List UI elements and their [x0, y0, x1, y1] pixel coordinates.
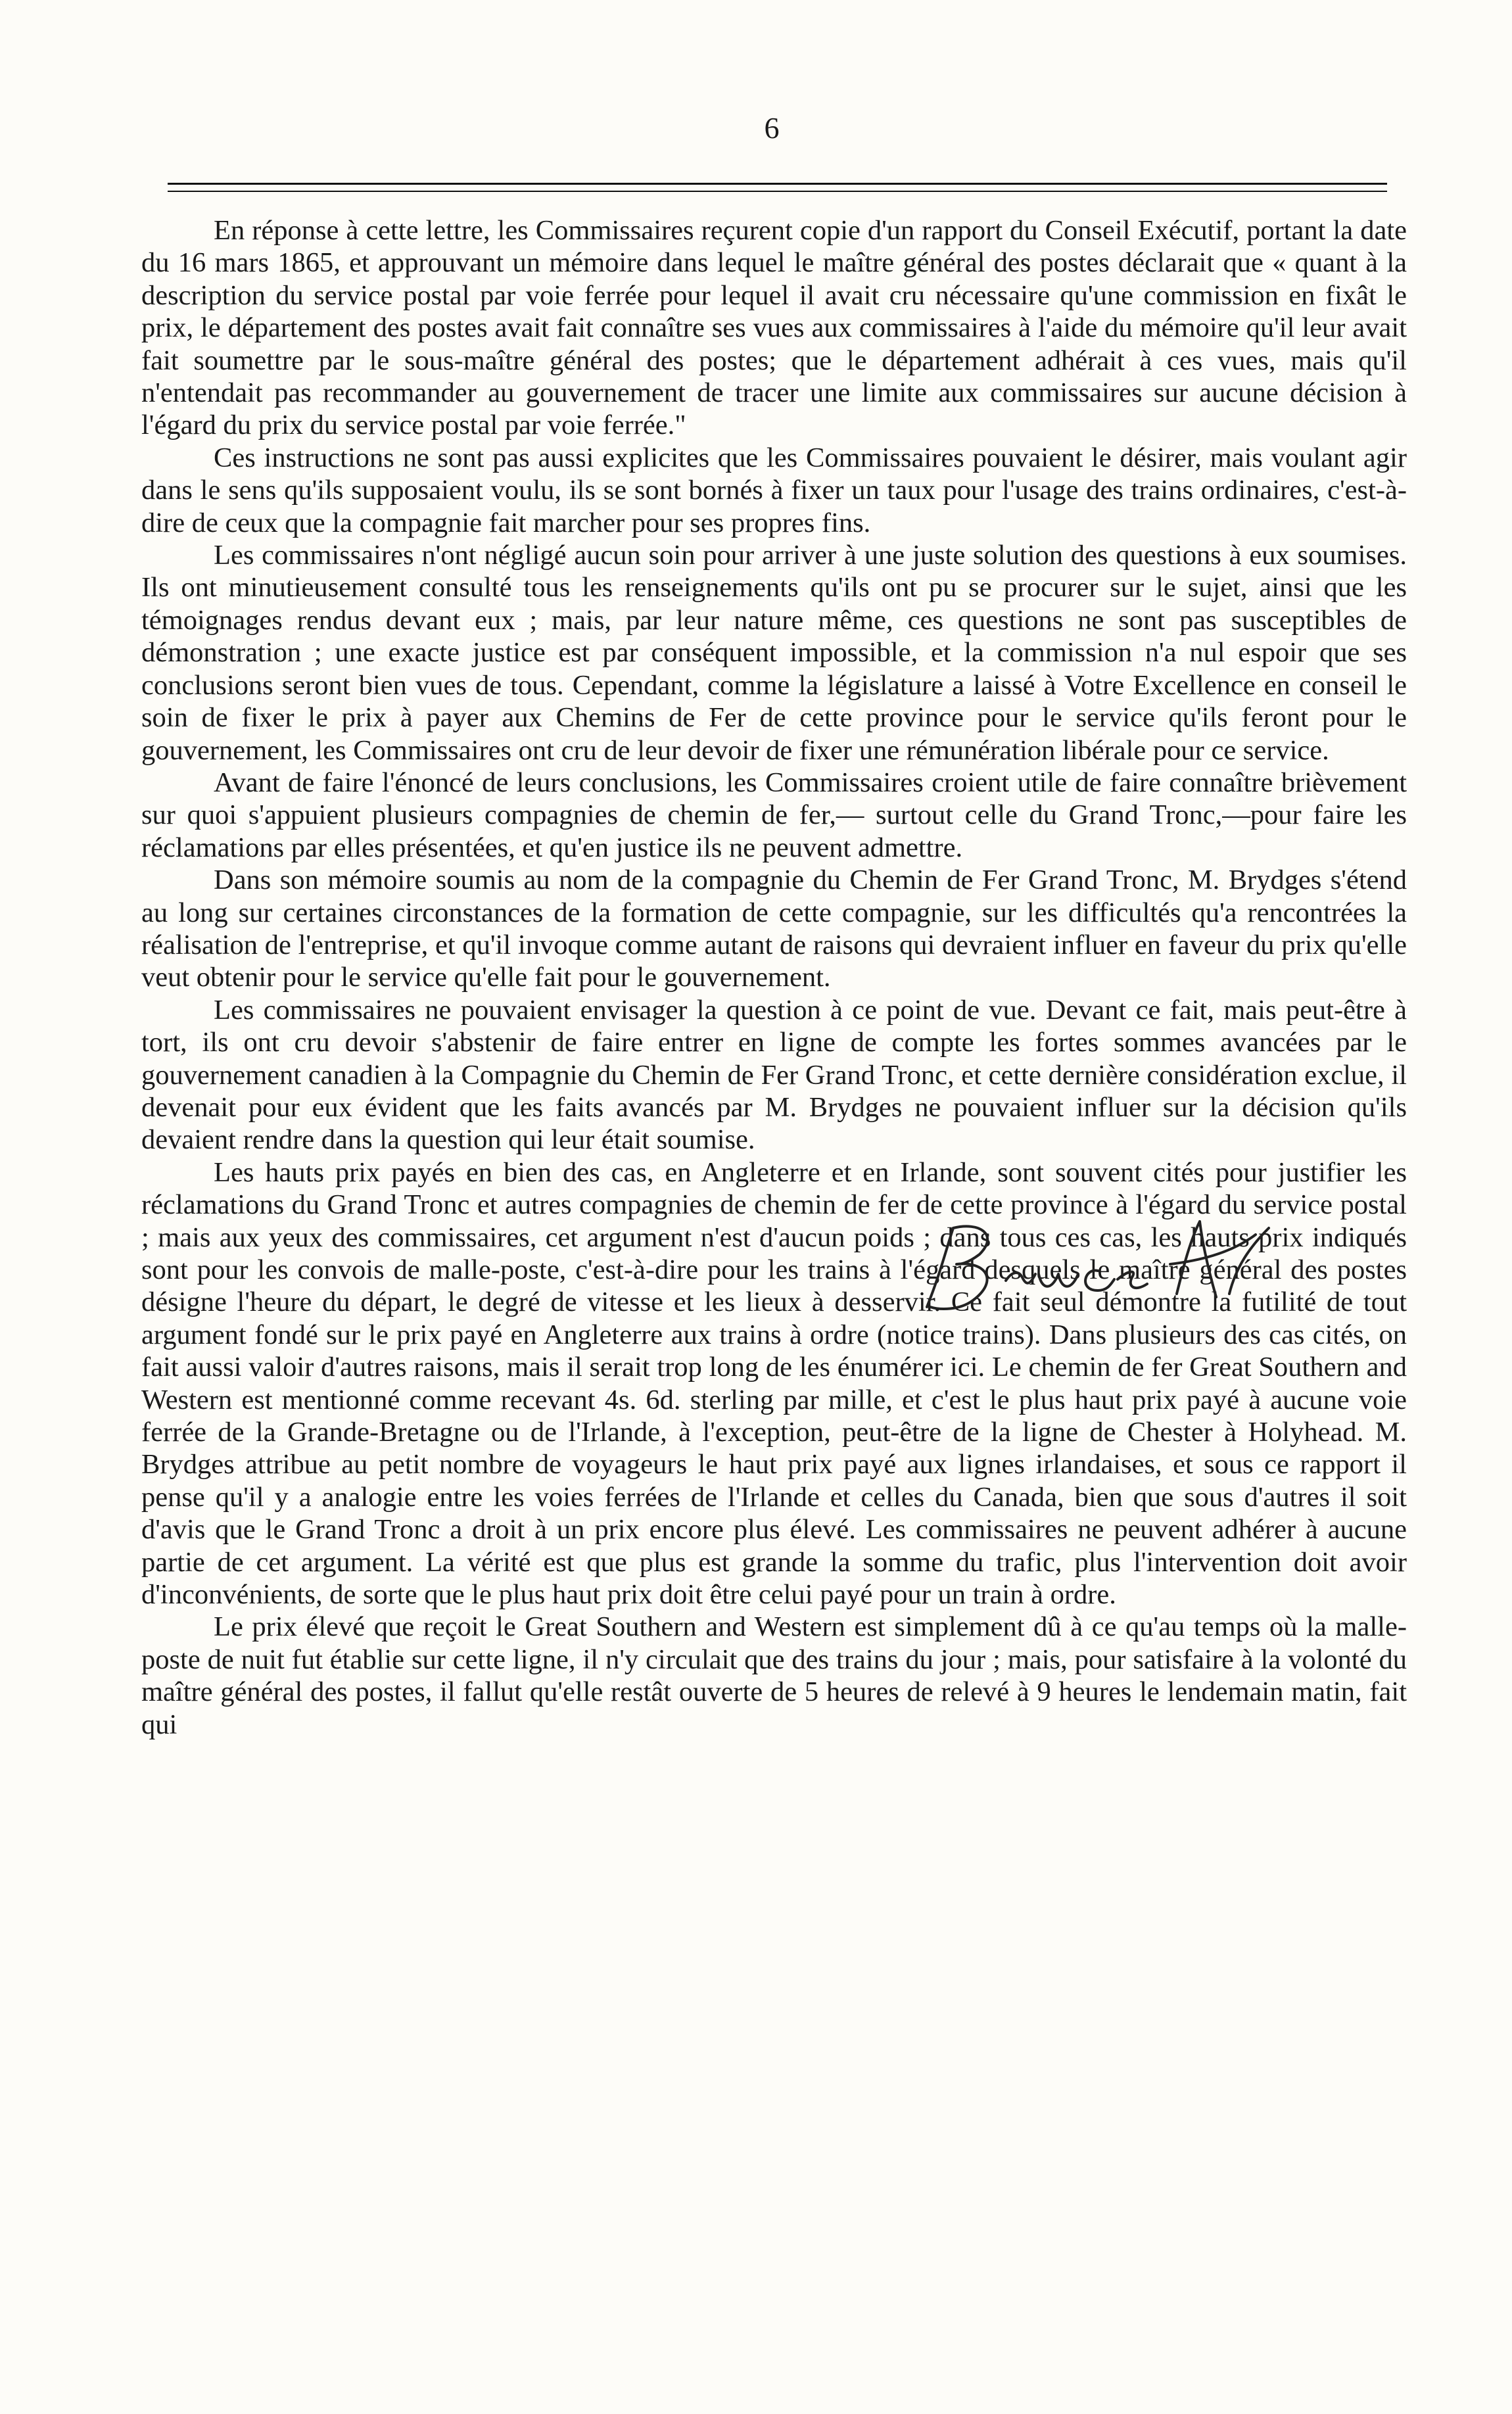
- paragraph: Les commissaires n'ont négligé aucun soin pour arriver à une juste solution des questions à eux soumises. Ils ont minutieusement consulté tous les renseignements qu'ils ont pu se procurer sur le sujet, ainsi que les témoignages rendus devant eux ; mais, par leur nature même, ces questions ne sont pas susceptibles de démonstration ; une exacte justice est par conséquent impossible, et la commission n'a nul espoir que ses conclusions seront bien vues de tous. Cependant, comme la législature a laissé à Votre Excellence en conseil le soin de fixer le prix à payer aux Chemins de Fer de cette province pour le service qu'ils feront pour le gouvernement, les Commissaires ont cru de leur devoir de fixer une rémunération libérale pour ce service.: [141, 540, 1407, 766]
- header-rule-top: [168, 183, 1387, 185]
- paragraph: En réponse à cette lettre, les Commissaires reçurent copie d'un rapport du Conseil Exécutif, portant la date du 16 mars 1865, et approuvant un mémoire dans lequel le maître général des postes déclarait que « quant à la description du service postal par voie ferrée pour lequel il avait cru nécessaire qu'une commission en fixât le prix, le département des postes avait fait connaître ses vues aux commissaires à l'aide du mémoire qu'il leur avait fait soumettre par le sous-maître général des postes; que le département adhérait à ces vues, mais qu'il n'entendait pas recommander au gouvernement de tracer une limite aux commissaires sur aucune décision à l'égard du prix du service postal par voie ferrée.": [141, 215, 1407, 441]
- body-text: [141, 214, 1407, 1741]
- paragraph: Le prix élevé que reçoit le Great Southern and Western est simplement dû à ce qu'au temps où la malle-poste de nuit fut établie sur cette ligne, il n'y circulait que des trains du jour ; mais, pour satisfaire à la volonté du maître général des postes, il fallut qu'elle restât ouverte de 5 heures de relevé à 9 heures le lendemain matin, fait qui: [141, 1611, 1407, 1740]
- paragraph: Les commissaires ne pouvaient envisager la question à ce point de vue. Devant ce fait, mais peut-être à tort, ils ont cru devoir s'abstenir de faire entrer en ligne de compte les fortes sommes avancées par le gouvernement canadien à la Compagnie du Chemin de Fer Grand Tronc, et cette dernière considération exclue, il devenait pour eux évident que les faits avancés par M. Brydges ne pouvaient influer sur la décision qu'ils devaient rendre dans la question qui leur était soumise.: [141, 994, 1407, 1156]
- paragraph: Ces instructions ne sont pas aussi explicites que les Commissaires pouvaient le désirer, mais voulant agir dans le sens qu'ils supposaient voulu, ils se sont bornés à fixer un taux pour l'usage des trains ordinaires, c'est-à-dire de ceux que la compagnie fait marcher pour ses propres fins.: [141, 442, 1407, 538]
- paragraph: Avant de faire l'énoncé de leurs conclusions, les Commissaires croient utile de faire connaître brièvement sur quoi s'appuient plusieurs compagnies de chemin de fer,— surtout celle du Grand Tronc,—pour faire les réclamations par elles présentées, et qu'en justice ils ne peuvent admettre.: [141, 767, 1407, 863]
- paragraph: Les hauts prix payés en bien des cas, en Angleterre et en Irlande, sont souvent cités pour justifier les réclamations du Grand Tronc et autres compagnies de chemin de fer de cette province à l'égard du service postal ; mais aux yeux des commissaires, cet argument n'est d'aucun poids ; dans tous ces cas, les hauts prix indiqués sont pour les convois de malle-poste, c'est-à-dire pour les trains à l'égard desquels le maître général des postes désigne l'heure du départ, le degré de vitesse et les lieux à desservir. Ce fait seul démontre la futilité de tout argument fondé sur le prix payé en Angleterre aux trains à ordre (notice trains). Dans plusieurs des cas cités, on fait aussi valoir d'autres raisons, mais il serait trop long de les énumérer ici. Le chemin de fer Great Southern and Western est mentionné comme recevant 4s. 6d. sterling par mille, et c'est le plus haut prix payé à aucune voie ferrée de la Grande-Bretagne ou de l'Irlande, à l'exception, peut-être de la ligne de Chester à Holyhead. M. Brydges attribue au petit nombre de voyageurs le haut prix payé aux lignes irlandaises, et sous ce rapport il pense qu'il y a analogie entre les voies ferrées de l'Irlande et celles du Canada, bien que sous d'autres il soit d'avis que le Grand Tronc a droit à un prix encore plus élevé. Les commissaires ne peuvent adhérer à aucune partie de cet argument. La vérité est que plus est grande la somme du trafic, plus l'intervention doit avoir d'inconvénients, de sorte que le plus haut prix doit être celui payé pour un train à ordre.: [141, 1156, 1407, 1611]
- header-rule-bottom: [168, 191, 1387, 192]
- paragraph: Dans son mémoire soumis au nom de la compagnie du Chemin de Fer Grand Tronc, M. Brydges s'étend au long sur certaines circonstances de la formation de cette compagnie, sur les difficultés qu'a rencontrées la réalisation de l'entreprise, et qu'il invoque comme autant de raisons qui devraient influer en faveur du prix qu'elle veut obtenir pour le service qu'elle fait pour le gouvernement.: [141, 864, 1407, 993]
- page-number: 6: [764, 111, 781, 145]
